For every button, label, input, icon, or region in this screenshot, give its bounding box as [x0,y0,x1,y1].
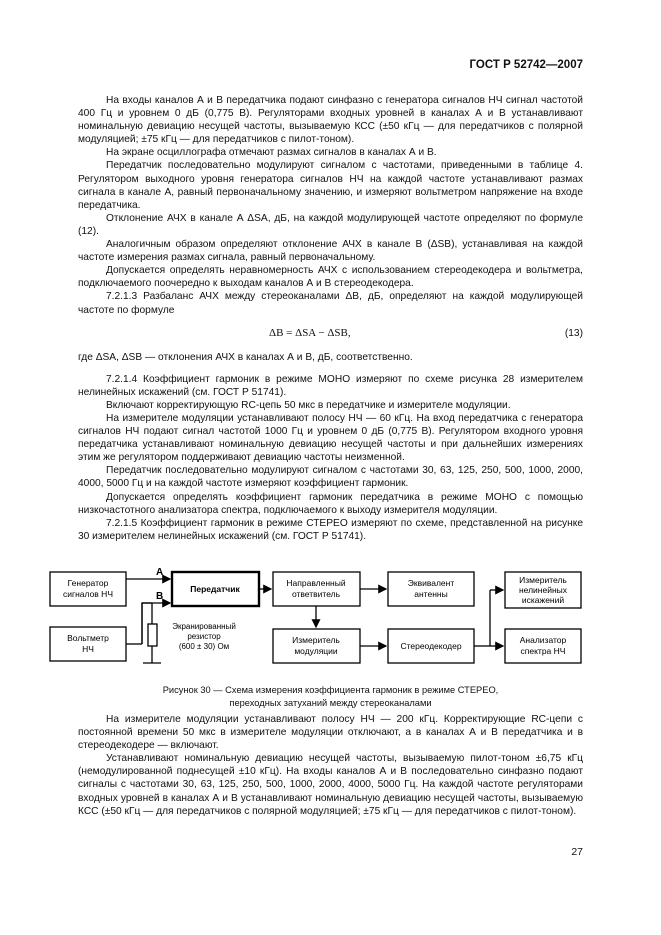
paragraph: Допускается определять неравномерность АЧХ с использованием стереодекодера и вольтметра, подключаемого поочередно к выходам каналов А и В стереодекодера. [78,265,583,290]
generator-label-2: сигналов НЧ [63,589,113,599]
formula-legend: где ΔSA, ΔSB — отклонения АЧХ в каналах А и В, дБ, соответственно. [78,351,413,363]
text-block-top [78,94,583,543]
paragraph: Отклонение АЧХ в канале А ΔSA, дБ, на каждой модулирующей частоте определяют по формуле (12). [78,212,583,237]
decoder-label: Стереодекодер [400,641,462,651]
modulation-meter-label-2: модуляции [294,646,338,656]
paragraph: Допускается определять коэффициент гармоник передатчика в режиме МОНО с помощью низкочастотного анализатора спектра, подключаемого к выходу измерителя модуляции. [78,491,583,516]
paragraph: Включают корректирующую RC-цепь 50 мкс в передатчике и измерителе модуляции. [106,399,511,411]
antenna-label-2: антенны [414,589,448,599]
input-a-label: А [156,567,164,578]
generator-label-1: Генератор [67,578,109,588]
paragraph: Устанавливают номинальную девиацию несущей частоты, вызываемую пилот-тоном ±6,75 кГц (немодулированной поднесущей ±10 кГц). На входы каналов А и В последовательно синфазно подают сигналы с частотами 30, 63, 125, 250, 500, 1000, 2000, 4000, 5000 Гц. На каждой частоте регуляторами входных уровней в каналах А и В устанавливают номинальную девиацию несущей частоты, вызываемую КСС (±50 кГц — для передатчиков с полярной модуляцией; ±75 кГц — для передатчиков с пилот-тоном). [78,753,583,817]
attenuator-label-2: ответвитель [291,589,341,599]
spectrum-analyzer-label-2: спектра НЧ [520,646,566,656]
paragraph: Передатчик последовательно модулируют сигналом с частотами, приведенными в таблице 4. Регулятором выходного уровня генератора сигналов НЧ на каждой частоте устанавливают размах сигнала в канале А, равный первоначальному значению, и измеряют вольтметром напряжение на входе передатчика. [78,160,583,211]
voltmeter-label-1: Вольтметр [67,633,109,643]
paragraph: На входы каналов А и В передатчика подают синфазно с генератора сигналов НЧ сигнал частотой 400 Гц и уровнем 0 дБ (0,775 В). Регуляторами входных уровней в каналах А и В устанавливают номинальную девиацию несущей частоты, вызываемую КСС (±50 кГц — для передатчиков с полярной модуляцией; ±75 кГц — для передатчиков с пилот-тоном). [78,95,583,146]
antenna-label-1: Эквивалент [407,578,455,588]
paragraph: 7.2.1.3 Разбаланс АЧХ между стереоканалами ΔB, дБ, определяют на каждой модулирующей частоте по формуле [78,291,583,316]
resistor [148,624,157,646]
caption-line: Рисунок 30 — Схема измерения коэффициента гармоник в режиме СТЕРЕО, [162,685,499,695]
distortion-meter-label-1: Измеритель [519,575,567,585]
figure-caption [78,684,583,709]
paragraph: 7.2.1.4 Коэффициент гармоник в режиме МОНО измеряют по схеме рисунка 28 измерителем нелинейных искажений (см. ГОСТ Р 51741). [78,373,583,398]
distortion-meter-label-2: нелинейных [518,585,568,595]
paragraph: На измерителе модуляции устанавливают полосу НЧ — 200 кГц. Корректирующие RC-цепи с постоянной времени 50 мкс в измерителе модуляции отключают, а в каналах А и В передатчика и в стереодекодере — включают. [78,714,583,752]
voltmeter-label-2: НЧ [82,644,94,654]
resistor-label-3: (600 ± 30) Ом [178,642,230,651]
transmitter-label: Передатчик [190,584,240,594]
input-b-label: В [156,591,164,602]
formula-number: (13) [564,327,583,339]
resistor-label-1: Экранированный [172,622,236,631]
document-header: ГОСТ Р 52742—2007 [469,59,583,71]
paragraph: Передатчик последовательно модулируют сигналом с частотами 30, 63, 125, 250, 500, 1000, 2000, 4000, 5000 Гц и на каждой частоте измеряют коэффициент гармоник. [78,465,583,490]
caption-line: переходных затуханий между стереоканалами [229,697,432,708]
formula-expression: ΔB = ΔSA − ΔSB, [269,326,351,339]
paragraph: 7.2.1.5 Коэффициент гармоник в режиме СТЕРЕО измеряют по схеме, представленной на рисунке 30 измерителем нелинейных искажений (см. ГОСТ Р 51741). [78,517,583,542]
paragraph: Аналогичным образом определяют отклонение АЧХ в канале В (ΔSB), устанавливая на каждой частоте измерения размах сигнала, равный первоначальному. [78,239,583,264]
attenuator-label-1: Направленный [286,578,346,588]
distortion-meter-label-3: искажений [521,595,565,605]
text-block-bottom [78,713,583,818]
measurement-diagram [0,563,661,683]
modulation-meter-label-1: Измеритель [292,635,340,645]
page-number: 27 [571,846,583,858]
resistor-label-2: резистор [187,632,221,641]
formula-13 [78,323,583,345]
paragraph: На измерителе модуляции устанавливают полосу НЧ — 60 кГц. На вход передатчика с генератора сигналов НЧ подают сигнал частотой 1000 Гц и уровнем 0 дБ (0,775 В). Регулятором входного уровня передатчика устанавливают номинальную девиацию несущей частоты и при дальнейших измерениях этим же регулятором поддерживают девиацию частоты неизменной. [78,412,583,464]
spectrum-analyzer-label-1: Анализатор [519,635,567,645]
paragraph: На экране осциллографа отмечают размах сигналов в каналах А и В. [106,147,437,159]
